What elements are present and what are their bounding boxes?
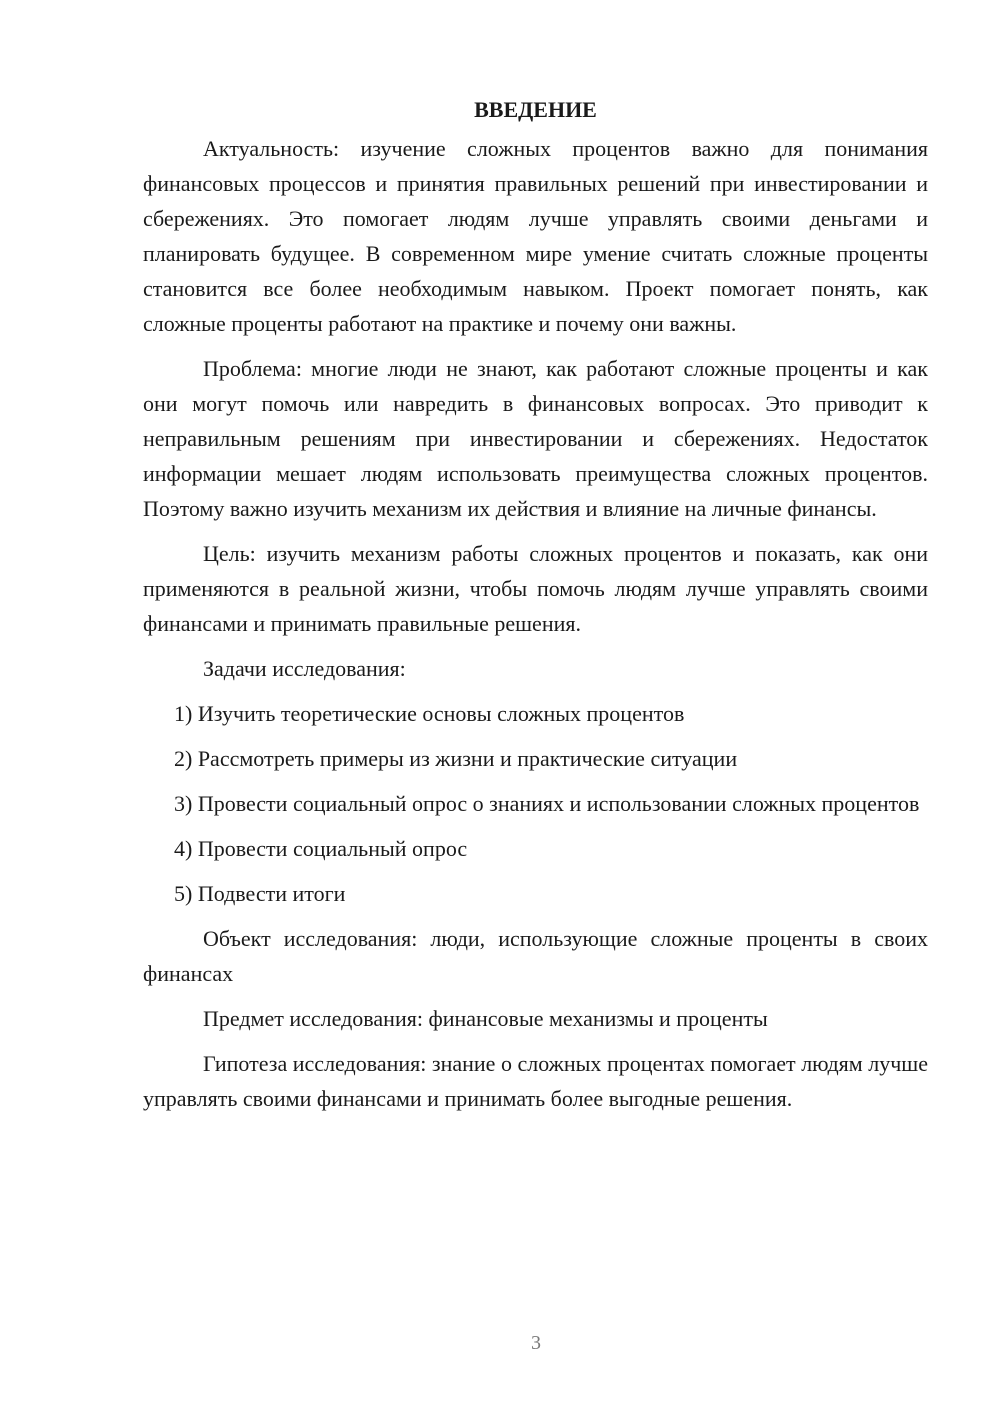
- paragraph-subject: Предмет исследования: финансовые механизмы и проценты: [203, 1006, 768, 1031]
- page-body: [143, 92, 928, 1126]
- task-item-4: 4) Провести социальный опрос: [174, 836, 468, 861]
- paragraph-hypothesis: Гипотеза исследования: знание о сложных процентах помогает людям лучше управлять своими финансами и принимать более выгодные решения.: [143, 1051, 928, 1111]
- paragraph-problem: Проблема: многие люди не знают, как работают сложные проценты и как они могут помочь или навредить в финансовых вопросах. Это приводит к неправильным решениям при инвестировании и сбережениях. Недостаток информации мешает людям использовать преимущества сложных процентов. Поэтому важно изучить механизм их действия и влияние на личные финансы.: [143, 356, 928, 521]
- paragraph-goal: Цель: изучить механизм работы сложных процентов и показать, как они применяются в реальной жизни, чтобы помочь людям лучше управлять своими финансами и принимать правильные решения.: [143, 541, 928, 636]
- page-number: 3: [531, 1332, 541, 1354]
- section-title: ВВЕДЕНИЕ: [474, 97, 597, 122]
- task-item-1: 1) Изучить теоретические основы сложных процентов: [174, 701, 685, 726]
- task-item-5: 5) Подвести итоги: [174, 881, 346, 906]
- task-item-2: 2) Рассмотреть примеры из жизни и практические ситуации: [174, 746, 738, 771]
- task-item-3: 3) Провести социальный опрос о знаниях и использовании сложных процентов: [174, 791, 920, 816]
- tasks-heading: Задачи исследования:: [203, 656, 406, 681]
- paragraph-relevance: Актуальность: изучение сложных процентов важно для понимания финансовых процессов и принятия правильных решений при инвестировании и сбережениях. Это помогает людям лучше управлять своими деньгами и планировать будущее. В современном мире умение считать сложные проценты становится все более необходимым навыком. Проект помогает понять, как сложные проценты работают на практике и почему они важны.: [143, 136, 928, 336]
- paragraph-object: Объект исследования: люди, использующие сложные проценты в своих финансах: [143, 926, 928, 986]
